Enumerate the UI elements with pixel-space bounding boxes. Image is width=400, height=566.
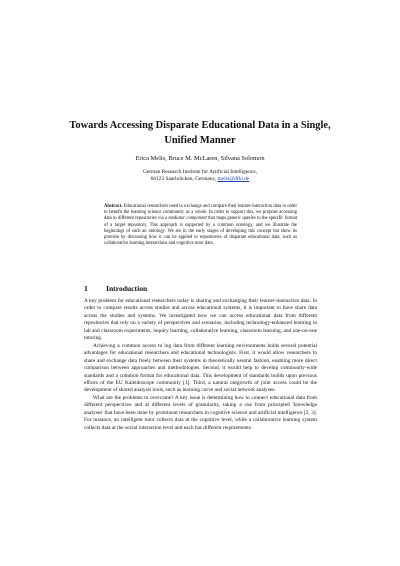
abstract-text-part1: Educational researchers need to exchange and compare their learner-interaction data in order to benefit the learning science community as a whole. In order to support this, we propose accessing data in different repositories via a	[104, 204, 297, 222]
section-number: 1	[84, 284, 88, 293]
body-text	[84, 298, 317, 432]
abstract-emphasis: mediator component	[168, 216, 207, 222]
affiliation-institute: German Research Institute for Artificial Intelligence,	[142, 169, 258, 175]
author-list: Erica Melis, Bruce M. McLaren, Silvana Solomon	[135, 155, 265, 162]
paragraph-3: What are the problems to overcome? A key issue is determining how to connect educational data from different perspectives and at different levels of granularity, taking a cue from principled 'knowledge analyses' that have been done by prominent researchers in cognitive science and artificial intelligence [2, 3]. For instance, an intelligent tutor collects data at the cognitive level, while a collaborative learning system collects data at the social interaction level and each has different requirements	[84, 394, 317, 431]
section-heading-introduction	[84, 284, 324, 294]
abstract-label: Abstract.	[104, 204, 123, 209]
abstract	[104, 204, 297, 247]
affiliation-address	[60, 176, 340, 183]
email-link[interactable]: melis@dfki.de	[217, 176, 250, 182]
paper-title: Towards Accessing Disparate Educational Data in a Single, Unified Manner	[69, 120, 331, 146]
section-title: Introduction	[106, 284, 148, 293]
paragraph-1: A key problem for educational researchers today is sharing and exchanging their learner-interaction data. In order to compare results across studies and across educational systems, it is important to have share data across the studies and systems. We investigated how we can access educational data from different repositories that rely on a variety of perspectives and scenarios, including technology-enhanced learning in lab and classroom experiments, inquiry learning, collaborative learning, classroom learning, and one-on-one tutoring.	[84, 298, 317, 342]
affiliation-city: 66123 Saarbrücken, Germany,	[150, 176, 218, 182]
affiliation	[60, 169, 340, 183]
abstract-text-part2: that maps generic queries to the specific format of a target repository. This approach is supported by a common ontology, and we illustrate the beginnings of such an ontology. We are in the early stages of developing this concept but show its promise by discussing how it can be applied to repositories of disparate educational data, such as collaborative learning interactions and cognitive tutor data.	[104, 216, 298, 247]
paragraph-2: Achieving a common access to log data from different learning environments holds several potential advantages for educational researchers and educational technologists. First, it would allow researchers to share and exchange data freely between their systems in theoretically neutral fashion, enabling more direct comparison between approaches and methodologies. Second, it would help to develop community-wide standards and a common format for educational data. This development of standards builds upon previous efforts of the EU Kaleidoscope community [1]. Third, a natural outgrowth of joint access could be the development of shared analysis tools, such as learning curve and social network analyses.	[84, 342, 317, 394]
